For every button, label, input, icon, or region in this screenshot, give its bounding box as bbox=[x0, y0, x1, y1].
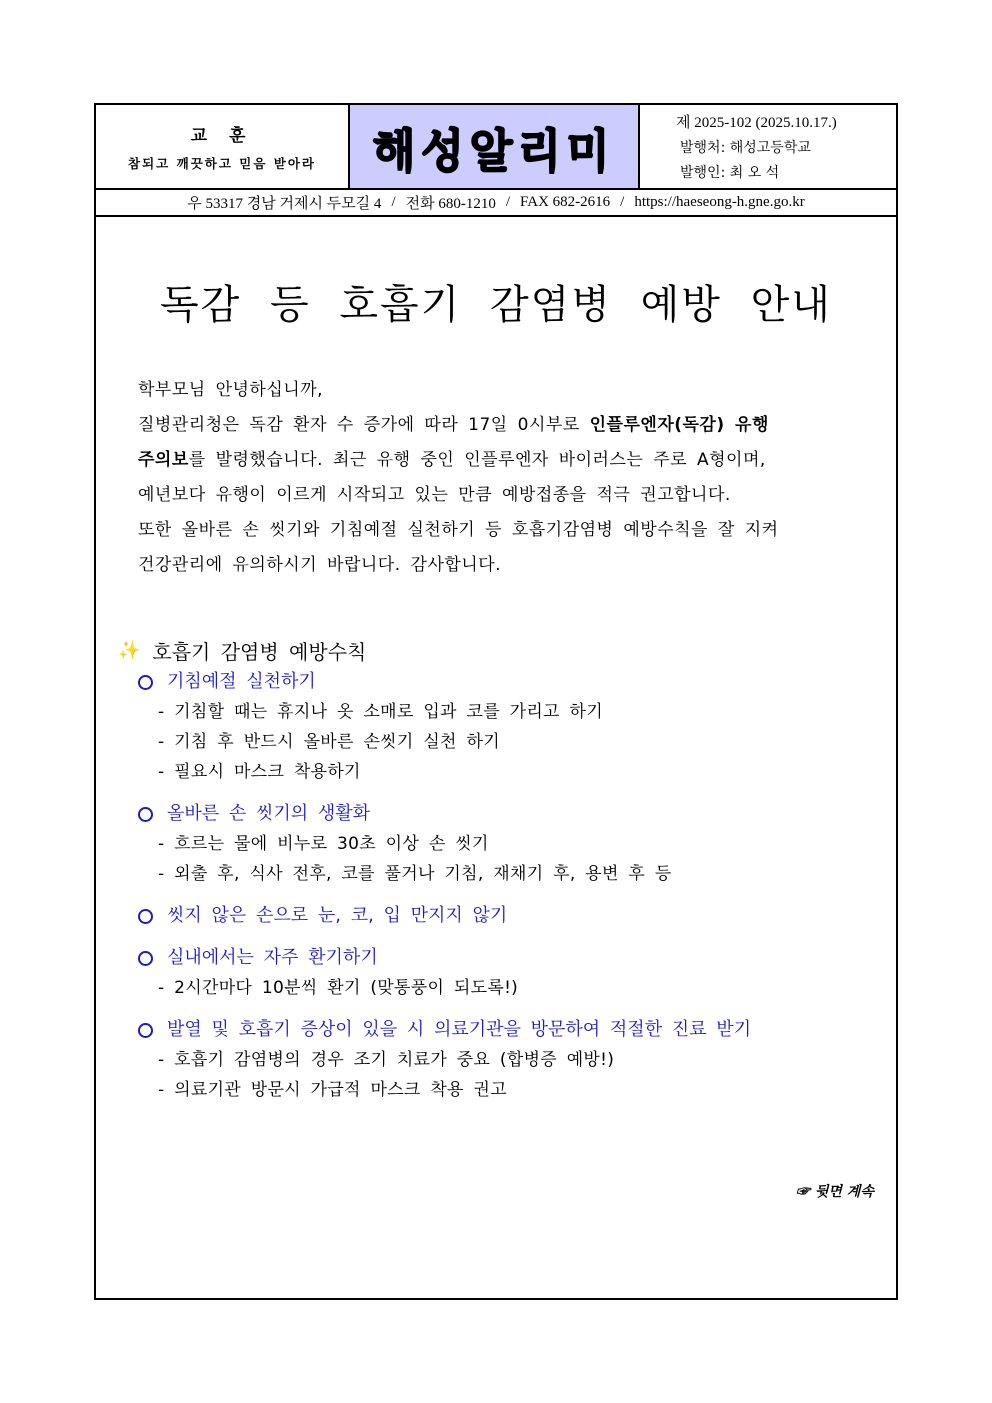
continued-on-back-note bbox=[796, 1181, 874, 1201]
rule-title bbox=[118, 799, 878, 829]
publisher: 발행처: 해성고등학교 bbox=[680, 139, 811, 156]
rule-item: - 흐르는 물에 비누로 30초 이상 손 씻기 bbox=[158, 834, 489, 854]
circle-bullet-icon bbox=[138, 1023, 153, 1038]
issue-number: 제 2025-102 (2025.10.17.) bbox=[676, 115, 837, 132]
masthead bbox=[96, 105, 896, 190]
motto-text: 참되고 깨끗하고 믿음 받아라 bbox=[128, 156, 316, 171]
separator: / bbox=[505, 194, 511, 210]
advisory-name: 인플루엔자(독감) 유행 bbox=[589, 415, 769, 435]
contact-bar bbox=[96, 190, 896, 217]
rule-item: - 호흡기 감염병의 경우 조기 치료가 중요 (합병증 예방!) bbox=[158, 1050, 615, 1070]
circle-bullet-icon bbox=[138, 807, 153, 822]
body-paragraph-line bbox=[138, 443, 878, 478]
newsletter-name: 해성알리미 bbox=[372, 124, 616, 178]
pointing-hand-icon: ☞ bbox=[796, 1184, 810, 1200]
sparkle-icon: ✨ bbox=[118, 639, 141, 661]
rule-item: - 기침할 때는 휴지나 옷 소매로 입과 코를 가리고 하기 bbox=[158, 702, 603, 722]
section-heading bbox=[118, 633, 878, 667]
body-text: 를 발령했습니다. 최근 유행 중인 인플루엔자 바이러스는 주로 A형이며, bbox=[188, 450, 766, 470]
separator: / bbox=[620, 194, 625, 210]
rule-group-cough-etiquette bbox=[118, 667, 878, 787]
body-paragraph-line: 건강관리에 유의하시기 바랍니다. 감사합니다. bbox=[138, 555, 502, 575]
rule-group-no-face-touching bbox=[118, 901, 878, 931]
issue-info-box bbox=[640, 105, 896, 188]
advisory-label: 주의보 bbox=[138, 450, 189, 470]
rule-title bbox=[118, 1015, 878, 1045]
rule-title-text: 실내에서는 자주 환기하기 bbox=[167, 947, 378, 968]
rule-title-text: 올바른 손 씻기의 생활화 bbox=[167, 803, 371, 824]
prevention-rules-section bbox=[118, 633, 878, 1105]
greeting: 학부모님 안녕하십니까, bbox=[138, 380, 324, 400]
body-paragraph-line: 예년보다 유행이 이르게 시작되고 있는 만큼 예방접종을 적극 권고합니다. bbox=[138, 485, 731, 505]
rule-item: - 의료기관 방문시 가급적 마스크 착용 권고 bbox=[158, 1080, 507, 1100]
letter-body bbox=[138, 373, 878, 583]
continue-text: 뒷면 계속 bbox=[814, 1184, 874, 1200]
rule-title-text: 기침예절 실천하기 bbox=[167, 671, 316, 692]
rule-item: - 외출 후, 식사 전후, 코를 풀거나 기침, 재채기 후, 용변 후 등 bbox=[158, 864, 672, 884]
website-link[interactable]: https://haeseong-h.gne.go.kr bbox=[634, 194, 805, 210]
rule-title-text: 씻지 않은 손으로 눈, 코, 입 만지지 않기 bbox=[167, 905, 508, 926]
rule-group-medical-visit bbox=[118, 1015, 878, 1105]
rule-item: - 필요시 마스크 착용하기 bbox=[158, 762, 361, 782]
rule-title bbox=[118, 943, 878, 973]
rule-title bbox=[118, 901, 878, 931]
fax-number: FAX 682-2616 bbox=[520, 194, 611, 210]
issuer: 발행인: 최 오 석 bbox=[680, 164, 780, 181]
body-text: 질병관리청은 독감 환자 수 증가에 따라 17일 0시부로 bbox=[138, 415, 590, 435]
body-paragraph-line: 또한 올바른 손 씻기와 기침예절 실천하기 등 호흡기감염병 예방수칙을 잘 지켜 bbox=[138, 520, 779, 540]
section-heading-text: 호흡기 감염병 예방수칙 bbox=[152, 639, 367, 664]
body-paragraph-line bbox=[138, 408, 878, 443]
rule-group-ventilation bbox=[118, 943, 878, 1003]
document-title: 독감 등 호흡기 감염병 예방 안내 bbox=[160, 282, 832, 328]
motto-title: 교 훈 bbox=[190, 126, 254, 146]
rule-item: - 기침 후 반드시 올바른 손씻기 실천 하기 bbox=[158, 732, 500, 752]
circle-bullet-icon bbox=[138, 909, 153, 924]
rule-title-text: 발열 및 호흡기 증상이 있을 시 의료기관을 방문하여 적절한 진료 받기 bbox=[167, 1019, 752, 1040]
circle-bullet-icon bbox=[138, 951, 153, 966]
rule-item: - 2시간마다 10분씩 환기 (맞통풍이 되도록!) bbox=[158, 978, 519, 998]
separator: / bbox=[391, 194, 396, 210]
phone-number: 전화 680-1210 bbox=[405, 196, 496, 212]
rule-group-handwashing bbox=[118, 799, 878, 889]
rule-title bbox=[118, 667, 878, 697]
newsletter-logo-box bbox=[350, 105, 640, 188]
newsletter-frame bbox=[94, 103, 898, 1300]
school-motto-box bbox=[96, 105, 350, 188]
circle-bullet-icon bbox=[138, 675, 153, 690]
postal-address: 우 53317 경남 거제시 두모길 4 bbox=[187, 196, 382, 212]
